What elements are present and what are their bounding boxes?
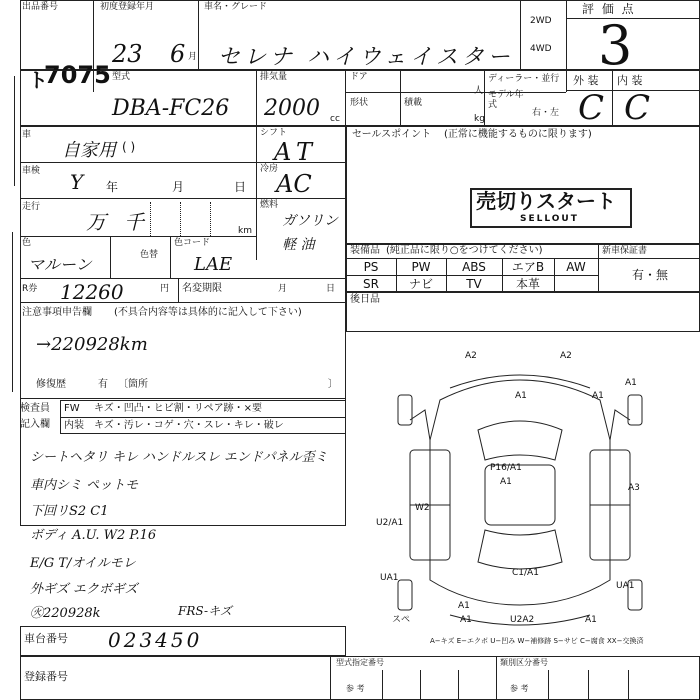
aftermarket-label: 後日品 [350, 294, 380, 305]
registration-paren: ( ) [122, 140, 136, 154]
model-year-label: モデル年式 [488, 90, 524, 110]
drive-4wd: 4WD [530, 44, 552, 54]
exterior-grade: C [578, 88, 605, 128]
aircon-value: AC [276, 170, 312, 198]
auth-label: 型式指定番号 [336, 658, 384, 667]
displacement-value: 2000 [264, 96, 320, 121]
chassis-label: 車台番号 [24, 632, 68, 645]
mark-4: A1 [592, 391, 604, 401]
mark-6: A1 [500, 477, 512, 487]
damage-legend: A−キズ E−エクボ U−凹み W−補修跡 S−サビ C−腐食 XX−交換済 [430, 637, 644, 645]
model-label: 型式 [112, 72, 131, 82]
color-code-label: 色コード [174, 238, 211, 248]
color-replaced-label: 色替 [140, 250, 159, 260]
manual-value: 有・無 [631, 268, 668, 282]
inspector-label-1: 検査員 [20, 403, 50, 414]
mileage-unit: km [238, 226, 252, 236]
shift-label: シフト [260, 128, 288, 138]
mileage-label: 走行 [22, 202, 41, 212]
dealer-label: ディーラー・並行 [488, 74, 560, 84]
recycle-value: 12260 [60, 280, 124, 304]
repair-history-label: 修復歴 [36, 379, 66, 390]
steering-label: 右・左 [532, 108, 560, 118]
mark-5: P16/A1 [490, 463, 522, 473]
hw-line-8: FRS-キズ [178, 604, 232, 618]
equip-ps: PS [363, 260, 379, 274]
mark-11: C1/A1 [512, 568, 539, 578]
score-value: 3 [598, 14, 633, 77]
mark-2: A1 [625, 378, 637, 388]
equipment-instruction: (純正品に限り○をつけてください) [386, 245, 543, 256]
class-label: 類別区分番号 [500, 658, 548, 667]
binding-mark-1 [14, 76, 15, 186]
repair-close: 〕 [328, 379, 338, 390]
mark-17: スペ [392, 615, 411, 625]
inspection-day-unit: 日 [234, 180, 247, 194]
equip-sr: SR [363, 277, 379, 291]
inspection-month-unit: 月 [172, 180, 185, 194]
exterior-label: 外 装 [573, 74, 599, 87]
equipment-label: 装備品 [350, 245, 380, 256]
hw-line-5: E/G T/オイルモレ [30, 556, 136, 571]
mark-16: A1 [585, 615, 597, 625]
inspector-row1: キズ・凹凸・ヒビ割・リペア跡・×要 [94, 403, 262, 414]
mark-14: A1 [460, 615, 472, 625]
mark-15: U2A2 [510, 615, 535, 625]
mark-12: A1 [458, 601, 470, 611]
fuel-gas: ガソリン [282, 213, 338, 229]
shape-label: 形状 [350, 98, 369, 108]
first-reg-label: 初度登録年月 [100, 2, 155, 12]
repair-history-value: 有 [98, 379, 108, 390]
registration-use: 自家用 [62, 140, 116, 161]
lot-number: 7075 [44, 61, 111, 89]
displacement-label: 排気量 [260, 72, 288, 82]
cc-unit: cc [330, 114, 340, 124]
model-value: DBA-FC26 [112, 96, 230, 121]
doors-label: ドア [350, 72, 368, 82]
month-unit: 月 [188, 52, 198, 62]
recycle-day: 日 [326, 284, 336, 294]
hw-line-1: シートヘタリ キレ ハンドルスレ エンドパネル歪ミ [30, 450, 328, 465]
mark-10: UA1 [380, 573, 399, 583]
car-damage-diagram [370, 340, 670, 640]
hw-line-4: ボディ A.U. W2 P.16 [30, 528, 157, 543]
mileage-man: 万 [86, 210, 106, 234]
sellout-stamp-main: 売切りスタート [476, 189, 616, 213]
mark-9: W2 [415, 503, 430, 513]
fuel-label: 燃料 [260, 200, 279, 210]
hw-line-3: 下回リS2 C1 [30, 504, 109, 519]
inspector-row1-label: FW [64, 403, 80, 414]
repair-location: 〔箇所 [118, 379, 148, 390]
color-code-value: LAE [194, 254, 233, 275]
notes-mileage: →220928km [36, 334, 148, 355]
inspection-year-value: Y [70, 170, 84, 194]
manual-label: 新車保証書 [602, 246, 648, 256]
notes-instruction: (不具合内容等は具体的に記入して下さい) [114, 307, 302, 318]
name-label: 車名・グレード [204, 2, 268, 12]
mark-3: A1 [515, 391, 527, 401]
equip-tv: TV [466, 277, 482, 291]
class-ref: 参 考 [510, 684, 529, 693]
capacity-label: 積載 [404, 98, 423, 108]
inspector-label-2: 記入欄 [20, 419, 50, 430]
equip-navi: ナビ [408, 277, 433, 291]
aircon-label: 冷房 [260, 164, 279, 174]
chassis-value: 023450 [108, 628, 203, 652]
lot-prefix: ト [28, 68, 48, 92]
mark-13: UA1 [616, 581, 635, 591]
color-label: 色 [22, 238, 32, 248]
inspector-row2-label: 内装 [64, 420, 84, 431]
name-change-label: 名変期限 [182, 283, 222, 294]
first-reg-year: 23 [112, 40, 143, 68]
mark-7: A3 [628, 483, 640, 493]
fuel-diesel: 軽 油 [282, 237, 315, 253]
mileage-sen: 千 [124, 210, 144, 234]
equip-aw: AW [566, 260, 586, 274]
score-label: 評 価 点 [582, 2, 636, 16]
mark-8: U2/A1 [376, 518, 404, 528]
equip-abs: ABS [462, 260, 486, 274]
drive-2wd: 2WD [530, 16, 552, 26]
first-reg-month: 6 [170, 40, 186, 68]
equip-pw: PW [411, 260, 431, 274]
recycle-month: 月 [278, 284, 288, 294]
inspector-row2: キズ・汚レ・コゲ・穴・スレ・キレ・破レ [94, 420, 284, 431]
kg-unit: kg [474, 114, 485, 124]
reg-label: 登録番号 [24, 670, 68, 683]
mark-1: A2 [560, 351, 572, 361]
shift-value: AT [274, 138, 319, 166]
sales-point-label: セールスポイント [352, 129, 432, 140]
sales-point-instruction: (正常に機能するものに限ります) [444, 129, 592, 140]
hw-line-7: ㊋220928k [30, 606, 101, 621]
hw-line-2: 車内シミ ペットモ [30, 478, 139, 493]
color-value: マルーン [28, 255, 92, 274]
auth-ref: 参 考 [346, 684, 365, 693]
equip-leather: 本革 [515, 277, 540, 291]
aftermarket-box [346, 292, 700, 332]
equip-airbag: エアB [511, 260, 545, 274]
recycle-label: R券 [22, 284, 38, 294]
recycle-yen: 円 [160, 284, 170, 294]
sellout-stamp-sub: SELLOUT [520, 214, 579, 224]
person-unit: 人 [474, 86, 484, 96]
car-name: セレナ ハイウェイスター [218, 45, 514, 70]
lot-label: 出品番号 [22, 2, 59, 12]
inspection-year-unit: 年 [106, 180, 119, 194]
interior-label: 内 装 [617, 74, 643, 87]
registration-label: 車 [22, 130, 32, 140]
hw-line-6: 外ギズ エクボギズ [30, 582, 138, 597]
inspection-label: 車検 [22, 166, 41, 176]
mark-0: A2 [465, 351, 477, 361]
notes-label: 注意事項申告欄 [22, 307, 92, 318]
binding-mark-2 [12, 232, 13, 392]
interior-grade: C [624, 88, 651, 128]
